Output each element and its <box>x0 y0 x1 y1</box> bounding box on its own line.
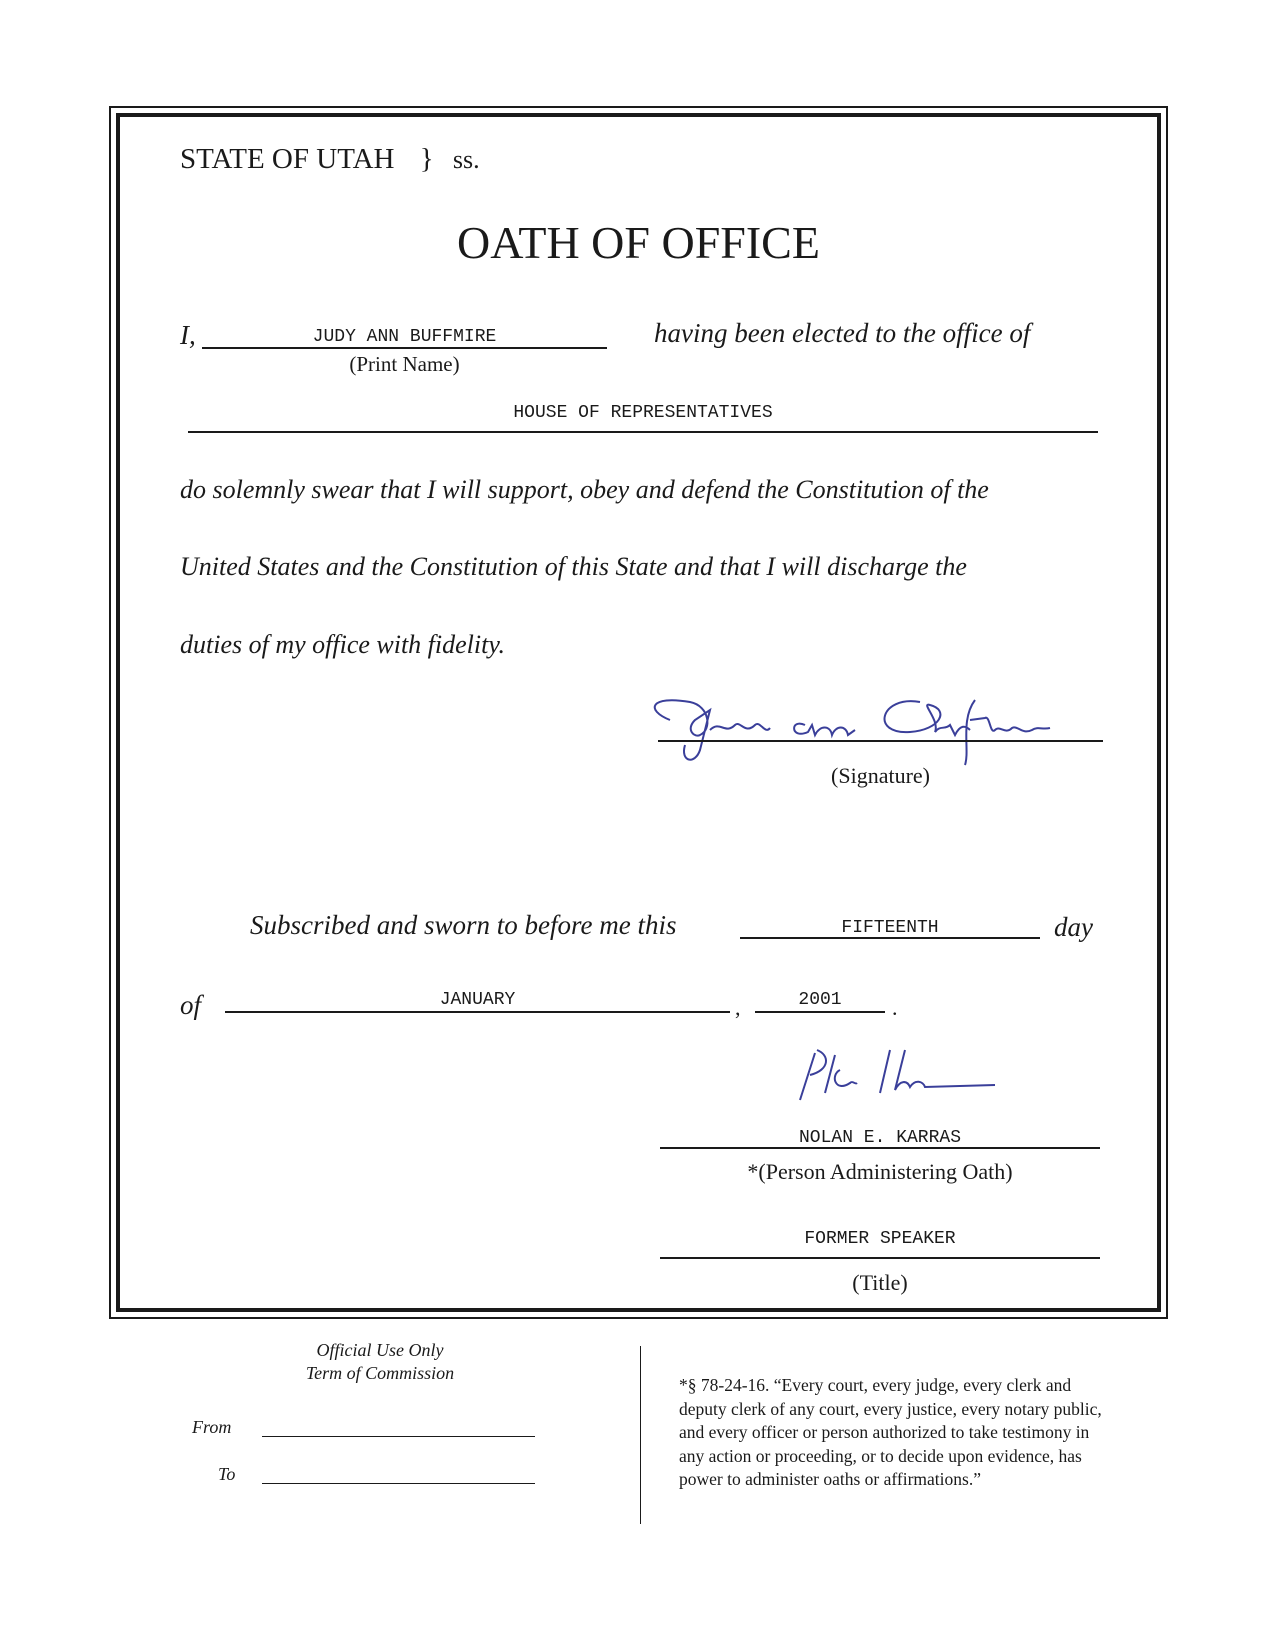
oath-line-2: United States and the Constitution of this State and that I will discharge the <box>180 552 967 581</box>
title-value: FORMER SPEAKER <box>804 1229 956 1249</box>
day-value: FIFTEENTH <box>841 918 939 938</box>
ss-label: ss. <box>452 145 480 174</box>
to-line <box>262 1483 535 1484</box>
state-name: STATE OF UTAH <box>180 143 395 175</box>
state-header <box>180 143 480 176</box>
title-caption: (Title) <box>852 1270 908 1295</box>
oath-line-3: duties of my office with fidelity. <box>180 630 505 659</box>
statute-line: power to administer oaths or affirmations.” <box>679 1469 981 1489</box>
intro-i: I, <box>180 320 196 350</box>
subscribed-text: Subscribed and sworn to before me this <box>250 910 677 940</box>
footer-divider <box>640 1346 641 1524</box>
statute-line: deputy clerk of any court, every justice, every notary public, <box>679 1398 1102 1419</box>
period: . <box>892 995 898 1020</box>
signature-caption: (Signature) <box>831 763 930 788</box>
print-name-caption: (Print Name) <box>349 352 460 376</box>
official-use-label: Official Use Only <box>316 1340 444 1360</box>
comma: , <box>735 995 741 1020</box>
administrator-name: NOLAN E. KARRAS <box>798 1128 962 1148</box>
year-line <box>755 1011 885 1013</box>
of-word: of <box>180 990 202 1020</box>
page-title: OATH OF OFFICE <box>457 217 820 268</box>
day-word: day <box>1054 912 1093 942</box>
office-line <box>188 431 1098 433</box>
statute-line: and every officer or person authorized to take testimony in <box>679 1422 1090 1442</box>
printed-name: JUDY ANN BUFFMIRE <box>312 327 497 347</box>
title-line <box>660 1257 1100 1259</box>
office-value: HOUSE OF REPRESENTATIVES <box>513 403 773 423</box>
elected-text: having been elected to the office of <box>654 318 1031 348</box>
name-line <box>202 347 607 349</box>
month-line <box>225 1011 730 1013</box>
to-label: To <box>218 1464 236 1484</box>
administrator-caption: *(Person Administering Oath) <box>747 1159 1013 1184</box>
from-line <box>262 1436 535 1437</box>
administrator-line <box>660 1147 1100 1149</box>
oath-line-1: do solemnly swear that I will support, obey and defend the Constitution of the <box>180 475 989 504</box>
administrator-signature <box>795 1045 1005 1105</box>
brace: } <box>419 143 434 175</box>
statute-line: any action or proceeding, or to decide upon evidence, has <box>679 1445 1082 1466</box>
month-value: JANUARY <box>439 990 516 1010</box>
day-line <box>740 937 1040 939</box>
year-value: 2001 <box>798 990 842 1010</box>
handwritten-signature <box>640 690 1110 770</box>
term-of-commission-label: Term of Commission <box>305 1363 455 1383</box>
statute-text <box>679 1374 1102 1492</box>
signature-line <box>658 740 1103 742</box>
statute-line: *§ 78-24-16. “Every court, every judge, every clerk and <box>679 1375 1072 1395</box>
from-label: From <box>192 1417 232 1437</box>
